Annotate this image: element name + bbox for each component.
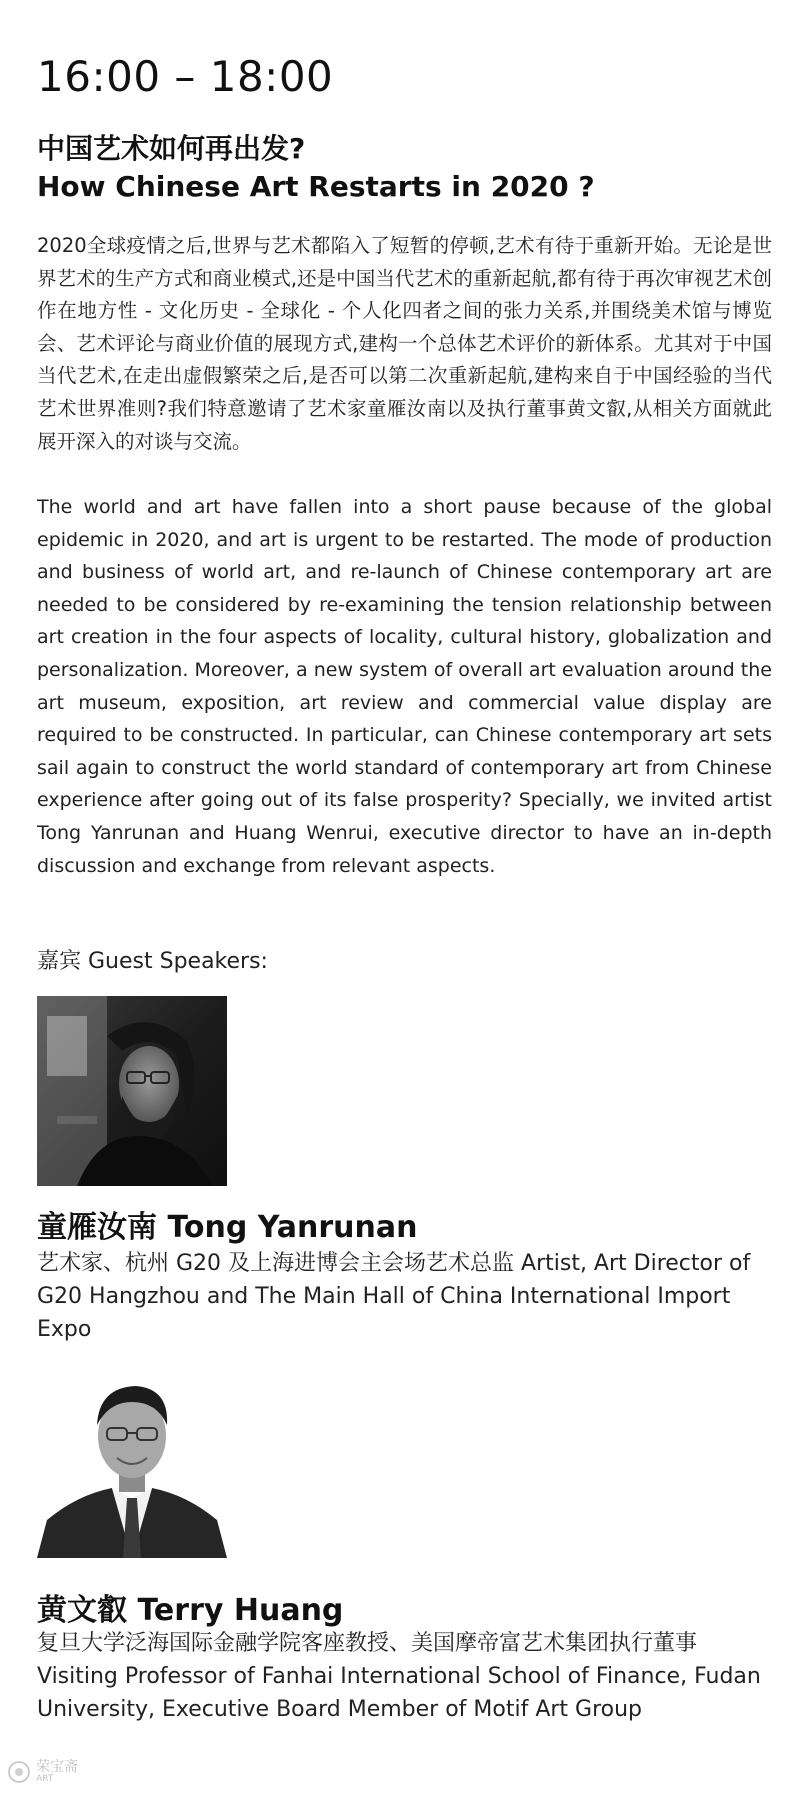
watermark-logo-icon [8, 1761, 30, 1783]
session-title-zh: 中国艺术如何再出发? [37, 132, 306, 165]
watermark-sub: ART [36, 1774, 54, 1784]
session-time: 16:00 – 18:00 [37, 52, 334, 101]
speaker-photo-tong [37, 996, 227, 1186]
speaker-bio-huang: 复旦大学泛海国际金融学院客座教授、美国摩帝富艺术集团执行董事 Visiting Professor of Fanhai International School of Finance, Fudan University, Executive Board Member of Motif Art Group [37, 1631, 761, 1722]
speaker-photo-huang [37, 1370, 227, 1558]
watermark [8, 1760, 78, 1784]
portrait-huang-icon [37, 1370, 227, 1558]
session-title [37, 130, 777, 206]
description-en: The world and art have fallen into a short pause because of the global epidemic in 2020, and art is urgent to be restarted. The mode of production and business of world art, and re-launch of Chinese contemporary art are needed to be considered by re-examining the tension relationship between art creation in the four aspects of locality, cultural history, globalization and personalization. Moreover, a new system of overall art evaluation around the art museum, exposition, art review and commercial value display are required to be constructed. In particular, can Chinese contemporary art sets sail again to construct the world standard of contemporary art from Chinese experience after going out of its false prosperity? Specially, we invited artist Tong Yanrunan and Huang Wenrui, executive director to have an in-depth discussion and exchange from relevant aspects. [37, 496, 772, 877]
speaker-bio-tong: 艺术家、杭州 G20 及上海进博会主会场艺术总监 Artist, Art Director of G20 Hangzhou and The Main Hall of China International Import Expo [37, 1251, 751, 1342]
guests-heading: 嘉宾 Guest Speakers: [37, 949, 268, 974]
description-zh: 2020全球疫情之后,世界与艺术都陷入了短暂的停顿,艺术有待于重新开始。无论是世界艺术的生产方式和商业模式,还是中国当代艺术的重新起航,都有待于再次审视艺术创作在地方性 - 文化历史 - 全球化 - 个人化四者之间的张力关系,并围绕美术馆与博览会、艺术评论与商业价值的展现方式,建构一个总体艺术评价的新体系。尤其对于中国当代艺术,在走出虚假繁荣之后,是否可以第二次重新起航,建构来自于中国经验的当代艺术世界准则?我们特意邀请了艺术家童雁汝南以及执行董事黄文叡,从相关方面就此展开深入的对谈与交流。 [37, 234, 772, 453]
watermark-text: 荣宝斋 [36, 1759, 78, 1775]
portrait-tong-icon [37, 996, 227, 1186]
speaker-name-huang: 黄文叡 Terry Huang [37, 1593, 344, 1628]
session-title-en: How Chinese Art Restarts in 2020 ? [37, 170, 595, 203]
speaker-name-tong: 童雁汝南 Tong Yanrunan [37, 1210, 418, 1245]
